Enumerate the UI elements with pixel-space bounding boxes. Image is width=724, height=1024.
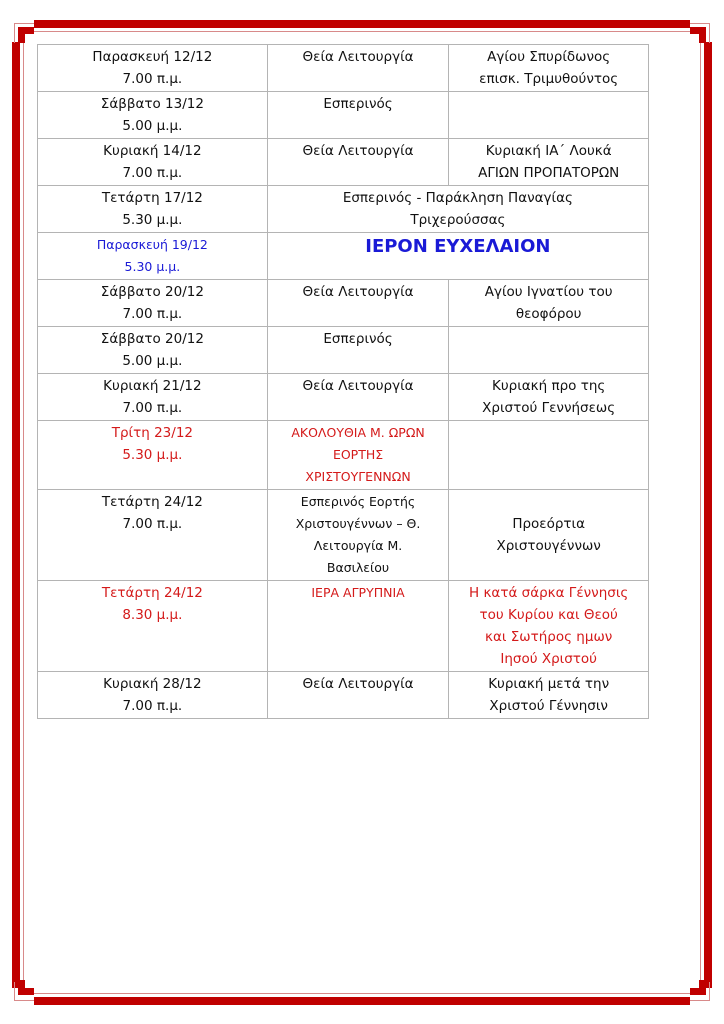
table-row	[38, 327, 649, 374]
service-name: ΙΕΡΑ ΑΓΡΥΠΝΙΑ	[311, 585, 405, 600]
feast-name: και Σωτήρος ημων	[485, 629, 613, 645]
service-date: Κυριακή 14/12	[103, 143, 202, 159]
date-time-cell	[38, 45, 268, 92]
date-time-cell	[38, 374, 268, 421]
service-cell	[267, 186, 648, 233]
service-date: Τετάρτη 24/12	[101, 494, 203, 510]
frame-top-line	[34, 31, 690, 32]
feast-cell	[449, 581, 649, 672]
feast-name: Αγίου Ιγνατίου του	[484, 284, 613, 300]
service-cell	[267, 490, 449, 581]
service-cell	[267, 233, 648, 280]
feast-name: Κυριακή προ της	[491, 378, 606, 394]
feast-cell	[449, 421, 649, 490]
service-name: Εσπερινός Εορτής	[300, 494, 416, 509]
date-time-cell	[38, 672, 268, 719]
feast-cell	[449, 327, 649, 374]
table-row	[38, 45, 649, 92]
date-time-cell	[38, 280, 268, 327]
frame-corner-br2	[699, 980, 706, 995]
table-row	[38, 92, 649, 139]
feast-name: του Κυρίου και Θεού	[479, 607, 618, 623]
feast-name: Χριστουγέννων	[496, 538, 601, 554]
frame-corner-tl-line2	[14, 23, 15, 43]
feast-name	[453, 491, 644, 513]
feast-cell	[449, 374, 649, 421]
feast-name: Κυριακή ΙΑ΄ Λουκά	[485, 143, 612, 159]
date-time-cell	[38, 233, 268, 280]
feast-cell	[449, 280, 649, 327]
service-date: Σάββατο 13/12	[100, 96, 204, 112]
feast-cell	[449, 139, 649, 186]
feast-name: θεοφόρου	[515, 306, 582, 322]
service-name: Χριστουγέννων – Θ.	[295, 516, 421, 531]
service-cell	[267, 421, 449, 490]
table-row	[38, 421, 649, 490]
feast-name: Η κατά σάρκα Γέννησις	[469, 585, 629, 601]
frame-left-line	[23, 42, 24, 988]
service-date: Σάββατο 20/12	[100, 284, 204, 300]
service-name: Εσπερινός	[323, 331, 393, 347]
frame-top-bar	[34, 20, 690, 28]
frame-corner-br-line	[690, 1000, 710, 1001]
frame-right-line	[700, 42, 701, 988]
table-row	[38, 581, 649, 672]
service-name: ΑΚΟΛΟΥΘΙΑ Μ. ΩΡΩΝ	[291, 425, 425, 440]
service-time: 8.30 μ.μ.	[122, 607, 183, 623]
table-row	[38, 374, 649, 421]
date-time-cell	[38, 92, 268, 139]
service-time: 5.30 μ.μ.	[122, 212, 183, 228]
service-name: Θεία Λειτουργία	[302, 676, 414, 692]
service-cell	[267, 45, 449, 92]
service-name: Λειτουργία Μ.	[313, 538, 403, 553]
service-time: 7.00 π.μ.	[122, 71, 183, 87]
service-name: Εσπερινός - Παράκληση Παναγίας	[342, 190, 573, 206]
service-name: Θεία Λειτουργία	[302, 284, 414, 300]
feast-name: Αγίου Σπυρίδωνος	[487, 49, 611, 65]
service-cell	[267, 139, 449, 186]
table-row	[38, 186, 649, 233]
frame-corner-tr-line	[690, 23, 710, 24]
service-date: Παρασκευή 12/12	[92, 49, 213, 65]
table-row	[38, 139, 649, 186]
feast-name: ΑΓΙΩΝ ΠΡΟΠΑΤΟΡΩΝ	[478, 165, 620, 181]
feast-name: Προεόρτια	[512, 516, 586, 532]
service-time: 7.00 π.μ.	[122, 698, 183, 714]
frame-corner-bl-line	[14, 1000, 34, 1001]
service-cell	[267, 672, 449, 719]
date-time-cell	[38, 581, 268, 672]
service-cell	[267, 581, 449, 672]
date-time-cell	[38, 490, 268, 581]
feast-name: Ιησού Χριστού	[500, 651, 597, 667]
service-name: ΧΡΙΣΤΟΥΓΕΝΝΩΝ	[305, 469, 411, 484]
feast-cell	[449, 490, 649, 581]
date-time-cell	[38, 327, 268, 374]
frame-corner-br-line2	[709, 982, 710, 1001]
service-time: 5.00 μ.μ.	[122, 118, 183, 134]
date-time-cell	[38, 421, 268, 490]
feast-cell	[449, 45, 649, 92]
frame-corner-tl2	[18, 27, 25, 43]
feast-name: Κυριακή μετά την	[488, 676, 610, 692]
frame-right-bar	[704, 42, 712, 988]
service-time: 5.30 μ.μ.	[122, 447, 183, 463]
date-time-cell	[38, 186, 268, 233]
service-date: Τρίτη 23/12	[111, 425, 193, 441]
table-row	[38, 280, 649, 327]
service-date: Κυριακή 21/12	[103, 378, 202, 394]
service-time: 5.30 μ.μ.	[124, 259, 181, 274]
service-cell	[267, 374, 449, 421]
frame-left-bar	[12, 42, 20, 988]
frame-bottom-bar	[34, 997, 690, 1005]
service-time: 5.00 μ.μ.	[122, 353, 183, 369]
service-time: 7.00 π.μ.	[122, 306, 183, 322]
service-cell	[267, 280, 449, 327]
service-cell	[267, 92, 449, 139]
service-name: ΕΟΡΤΗΣ	[332, 447, 384, 462]
table-row	[38, 672, 649, 719]
service-name: Θεία Λειτουργία	[302, 378, 414, 394]
frame-corner-bl2	[18, 980, 25, 995]
frame-bottom-line	[34, 993, 690, 994]
frame-corner-tr2	[699, 27, 706, 43]
service-date: Τετάρτη 24/12	[101, 585, 203, 601]
service-time: 7.00 π.μ.	[122, 165, 183, 181]
frame-corner-tr-line2	[709, 23, 710, 43]
feast-cell	[449, 92, 649, 139]
feast-name: Χριστού Γεννήσεως	[482, 400, 616, 416]
service-name: Θεία Λειτουργία	[302, 143, 414, 159]
feast-name: Χριστού Γέννησιν	[489, 698, 608, 714]
service-date: Τετάρτη 17/12	[101, 190, 203, 206]
services-schedule-table	[37, 44, 649, 719]
frame-corner-bl-line2	[14, 982, 15, 1001]
service-time: 7.00 π.μ.	[122, 516, 183, 532]
service-cell	[267, 327, 449, 374]
service-name: Θεία Λειτουργία	[302, 49, 414, 65]
service-name: Εσπερινός	[323, 96, 393, 112]
service-name: Βασιλείου	[326, 560, 390, 575]
service-name: ΙΕΡΟΝ ΕΥΧΕΛΑΙΟΝ	[365, 236, 551, 257]
feast-cell	[449, 672, 649, 719]
frame-corner-tl-line	[14, 23, 34, 24]
date-time-cell	[38, 139, 268, 186]
feast-name: επισκ. Τριμυθούντος	[479, 71, 619, 87]
table-row	[38, 233, 649, 280]
service-date: Παρασκευή 19/12	[96, 237, 208, 252]
service-name: Τριχερούσσας	[410, 212, 506, 228]
service-date: Σάββατο 20/12	[100, 331, 204, 347]
service-date: Κυριακή 28/12	[103, 676, 202, 692]
table-row	[38, 490, 649, 581]
service-time: 7.00 π.μ.	[122, 400, 183, 416]
